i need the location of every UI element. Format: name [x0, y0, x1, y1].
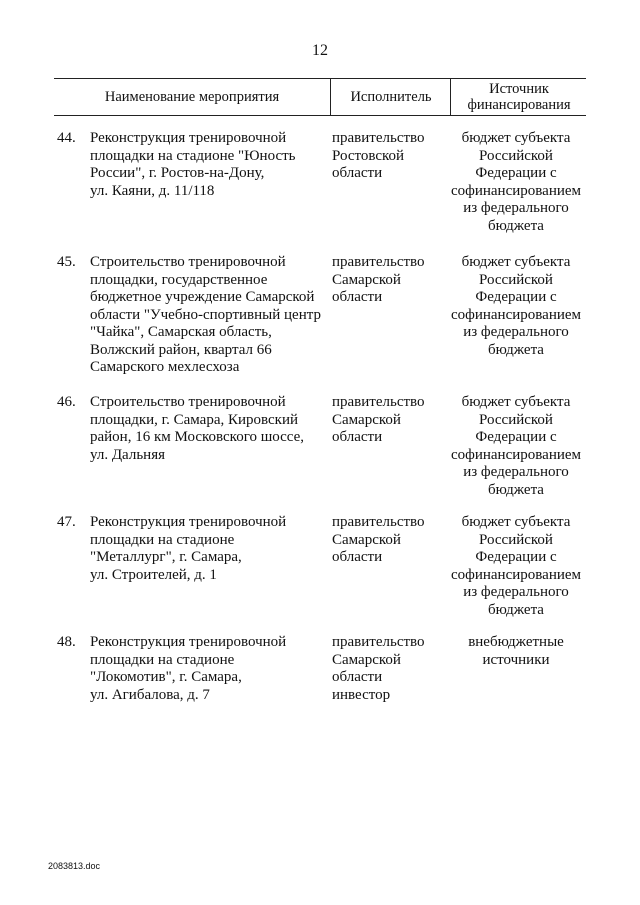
row-name: Строительство тренировочной площадки, государственное бюджетное учреждение Самарской области "Учебно-спортивный центр "Чайка", Самарская область, Волжский район, квартал 66 Самарского мехлесхоза — [90, 254, 321, 375]
row-source: бюджет субъекта Российской Федерации с софинансированием из федерального бюджета — [450, 394, 582, 498]
row-number: 47. — [57, 514, 76, 530]
header-name-column: Наименование мероприятия — [104, 89, 280, 105]
footer-filename: 2083813.doc — [48, 861, 101, 871]
row-name: Реконструкция тренировочной площадки на стадионе "Металлург", г. Самара, ул. Строителей, д. 1 — [90, 514, 287, 583]
page-number: 12 — [312, 42, 328, 59]
row-number: 44. — [57, 130, 76, 146]
row-number: 45. — [57, 254, 76, 270]
header-executor-column: Исполнитель — [330, 79, 451, 115]
row-number: 46. — [57, 394, 76, 410]
table-row — [0, 254, 640, 394]
table-row — [0, 514, 640, 634]
row-executor: правительство Самарской области — [332, 254, 425, 305]
row-executor: правительство Самарской области — [332, 514, 425, 565]
header-source-column: Источник финансирования — [450, 79, 587, 115]
table-row — [0, 394, 640, 514]
row-number: 48. — [57, 634, 76, 650]
table-body — [0, 130, 640, 724]
row-name: Строительство тренировочной площадки, г. Самара, Кировский район, 16 км Московского шоссе, ул. Дальняя — [90, 394, 305, 463]
row-source: внебюджетные источники — [468, 634, 564, 668]
row-source: бюджет субъекта Российской Федерации с софинансированием из федерального бюджета — [450, 254, 582, 358]
row-name: Реконструкция тренировочной площадки на стадионе "Юность России", г. Ростов-на-Дону, ул. Каяни, д. 11/118 — [90, 130, 296, 199]
row-name: Реконструкция тренировочной площадки на стадионе "Локомотив", г. Самара, ул. Агибалова, д. 7 — [90, 634, 287, 703]
table-row — [0, 130, 640, 254]
table-header — [54, 78, 586, 116]
row-source: бюджет субъекта Российской Федерации с софинансированием из федерального бюджета — [450, 514, 582, 618]
row-executor: правительство Самарской области инвестор — [332, 634, 425, 703]
row-executor: правительство Самарской области — [332, 394, 425, 445]
row-source: бюджет субъекта Российской Федерации с софинансированием из федерального бюджета — [450, 130, 582, 234]
row-executor: правительство Ростовской области — [332, 130, 425, 181]
table-row — [0, 634, 640, 724]
